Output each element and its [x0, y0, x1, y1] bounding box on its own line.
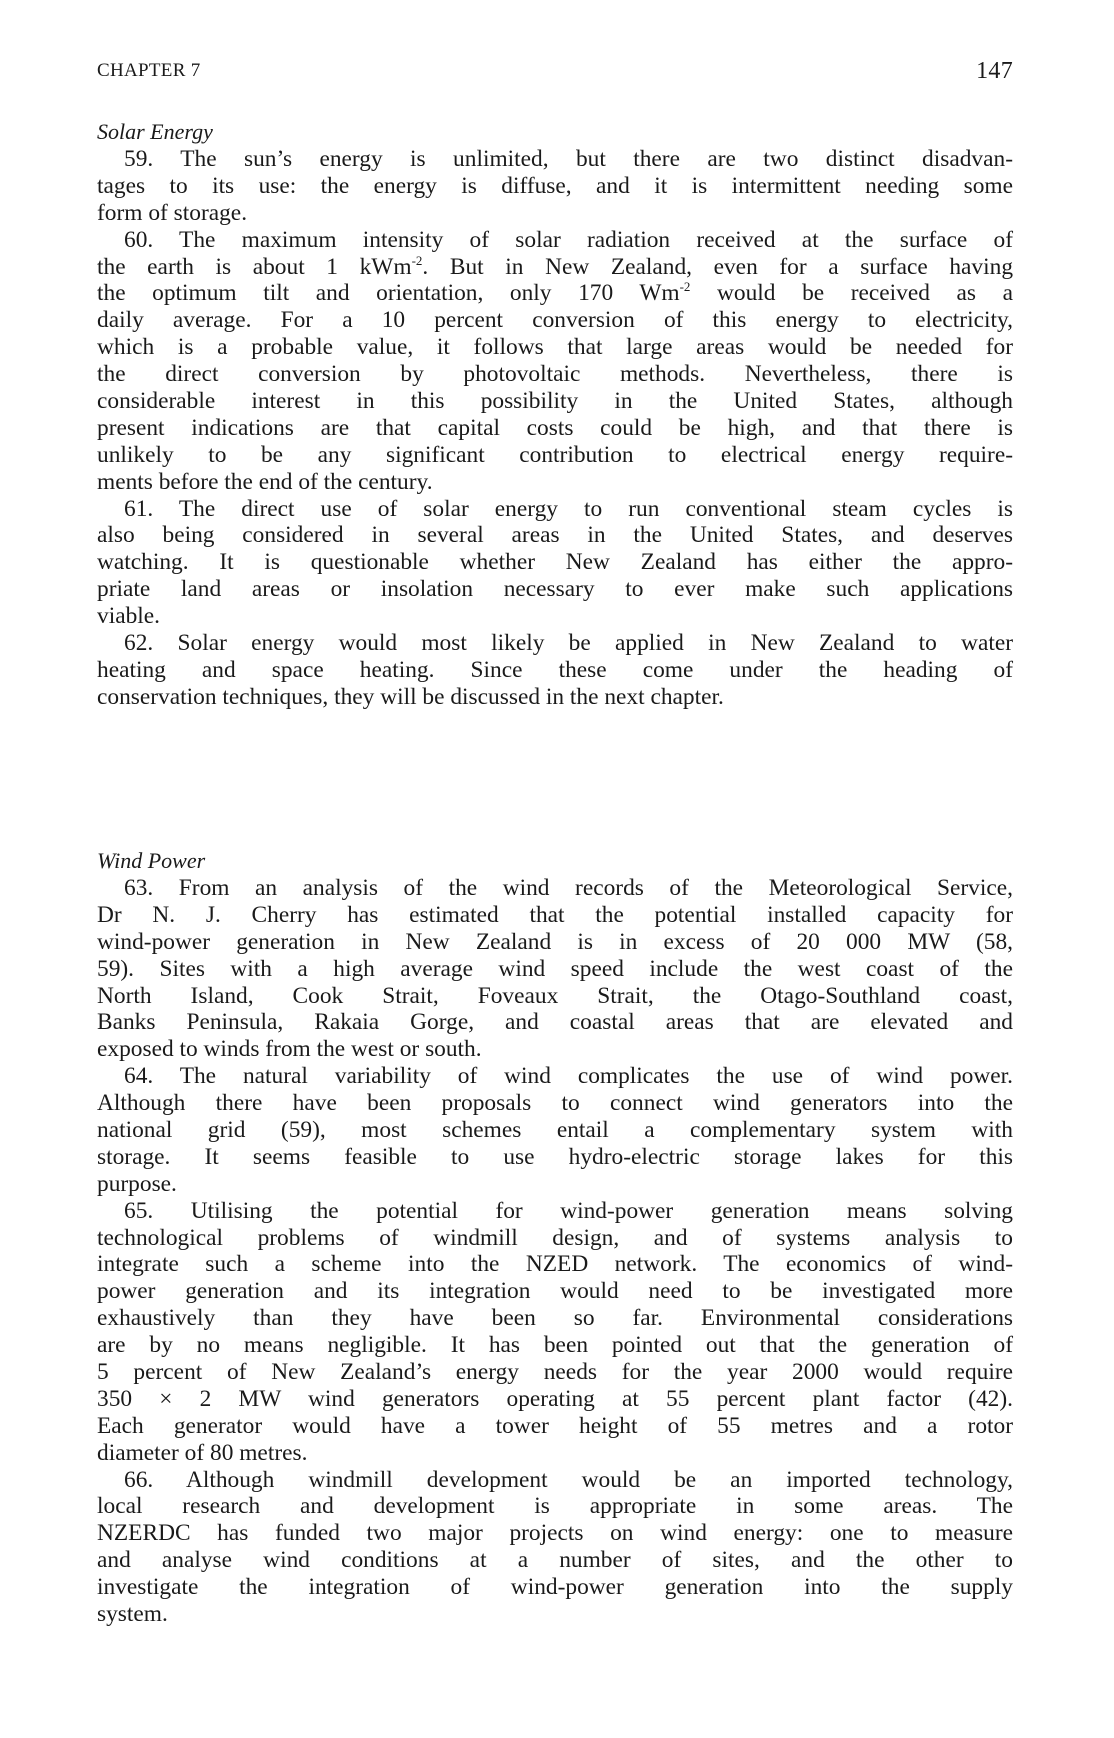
text-run: the optimum tilt and orientation, only 170 Wm	[97, 280, 680, 307]
text-line: integrate such a scheme into the NZED network. The economics of wind-	[97, 1251, 1013, 1278]
text-line: are by no means negligible. It has been pointed out that the generation of	[97, 1332, 1013, 1359]
text-line: ments before the end of the century.	[97, 468, 433, 495]
superscript: -2	[679, 279, 691, 295]
text-line: present indications are that capital costs could be high, and that there is	[97, 414, 1013, 441]
text-line: 5 percent of New Zealand’s energy needs for the year 2000 would require	[97, 1359, 1013, 1386]
text-line: 63. From an analysis of the wind records of the Meteorological Service,	[124, 875, 1013, 901]
text-line: heating and space heating. Since these come under the heading of	[97, 656, 1013, 683]
text-run: . But in New Zealand, even for a surface having	[422, 253, 1014, 280]
text-line	[97, 254, 1013, 281]
section-solar-energy	[97, 118, 1013, 711]
text-run: the earth is about 1 kWm	[97, 253, 412, 280]
text-line: 60. The maximum intensity of solar radiation received at the surface of	[124, 226, 1013, 253]
text-line: 59. The sun’s energy is unlimited, but there are two distinct disadvan-	[124, 146, 1013, 172]
text-line: storage. It seems feasible to use hydro-electric storage lakes for this	[97, 1143, 1013, 1170]
text-line: 62. Solar energy would most likely be applied in New Zealand to water	[124, 630, 1013, 657]
page-number: 147	[976, 58, 1013, 84]
text-line: power generation and its integration would need to be investigated more	[97, 1278, 1013, 1305]
text-line: national grid (59), most schemes entail a complementary system with	[97, 1117, 1013, 1144]
text-line: local research and development is appropriate in some areas. The	[97, 1493, 1013, 1520]
text-line: exposed to winds from the west or south.	[97, 1036, 482, 1063]
text-line: exhaustively than they have been so far. Environmental considerations	[97, 1305, 1013, 1332]
paragraph-60	[97, 227, 1013, 496]
text-line: Banks Peninsula, Rakaia Gorge, and coastal areas that are elevated and	[97, 1009, 1013, 1036]
text-line: tages to its use: the energy is diffuse, and it is intermittent needing some	[97, 172, 1013, 199]
text-line: which is a probable value, it follows that large areas would be needed for	[97, 334, 1013, 361]
text-line: unlikely to be any significant contribution to electrical energy require-	[97, 441, 1013, 468]
section-wind-power	[97, 847, 1013, 1628]
section-heading: Solar Energy	[97, 119, 213, 144]
text-line: Although there have been proposals to connect wind generators into the	[97, 1090, 1013, 1117]
text-line: Each generator would have a tower height of 55 metres and a rotor	[97, 1412, 1013, 1439]
text-line: investigate the integration of wind-power generation into the supply	[97, 1574, 1013, 1601]
text-line: and analyse wind conditions at a number of sites, and the other to	[97, 1547, 1013, 1574]
text-line: daily average. For a 10 percent conversion of this energy to electricity,	[97, 307, 1013, 334]
text-line: watching. It is questionable whether New Zealand has either the appro-	[97, 549, 1013, 576]
text-line: technological problems of windmill design, and of systems analysis to	[97, 1224, 1013, 1251]
text-line: 59). Sites with a high average wind speed include the west coast of the	[97, 955, 1013, 982]
paragraph-63	[97, 875, 1013, 1063]
text-line: NZERDC has funded two major projects on wind energy: one to measure	[97, 1520, 1013, 1547]
text-line: priate land areas or insolation necessary to ever make such applications	[97, 576, 1013, 603]
paragraph-62	[97, 630, 1013, 711]
text-run: would be received as a	[690, 280, 1013, 307]
paragraph-66	[97, 1467, 1013, 1628]
text-line: Dr N. J. Cherry has estimated that the potential installed capacity for	[97, 901, 1013, 928]
text-line: diameter of 80 metres.	[97, 1439, 308, 1466]
chapter-label: CHAPTER 7	[97, 60, 201, 81]
text-line: viable.	[97, 603, 160, 630]
section-heading: Wind Power	[97, 848, 206, 873]
text-line: 64. The natural variability of wind complicates the use of wind power.	[124, 1063, 1013, 1090]
text-line: form of storage.	[97, 199, 248, 226]
text-line: 65. Utilising the potential for wind-power generation means solving	[124, 1197, 1013, 1224]
superscript: -2	[411, 252, 423, 268]
text-line: conservation techniques, they will be discussed in the next chapter.	[97, 683, 724, 710]
paragraph-61	[97, 496, 1013, 630]
text-line: 61. The direct use of solar energy to run conventional steam cycles is	[124, 495, 1013, 522]
paragraph-64	[97, 1063, 1013, 1197]
text-line: the direct conversion by photovoltaic methods. Nevertheless, there is	[97, 361, 1013, 388]
text-line: North Island, Cook Strait, Foveaux Strait, the Otago-Southland coast,	[97, 982, 1013, 1009]
text-line: wind-power generation in New Zealand is in excess of 20 000 MW (58,	[97, 928, 1013, 955]
text-line: 66. Although windmill development would be an imported technology,	[124, 1466, 1013, 1493]
text-line: also being considered in several areas in the United States, and deserves	[97, 522, 1013, 549]
paragraph-65	[97, 1198, 1013, 1467]
text-line: considerable interest in this possibility in the United States, although	[97, 388, 1013, 415]
paragraph-59	[97, 146, 1013, 227]
text-line	[97, 280, 1013, 307]
text-line: purpose.	[97, 1170, 177, 1197]
text-line: system.	[97, 1601, 168, 1628]
text-line: 350 × 2 MW wind generators operating at 55 percent plant factor (42).	[97, 1385, 1013, 1412]
